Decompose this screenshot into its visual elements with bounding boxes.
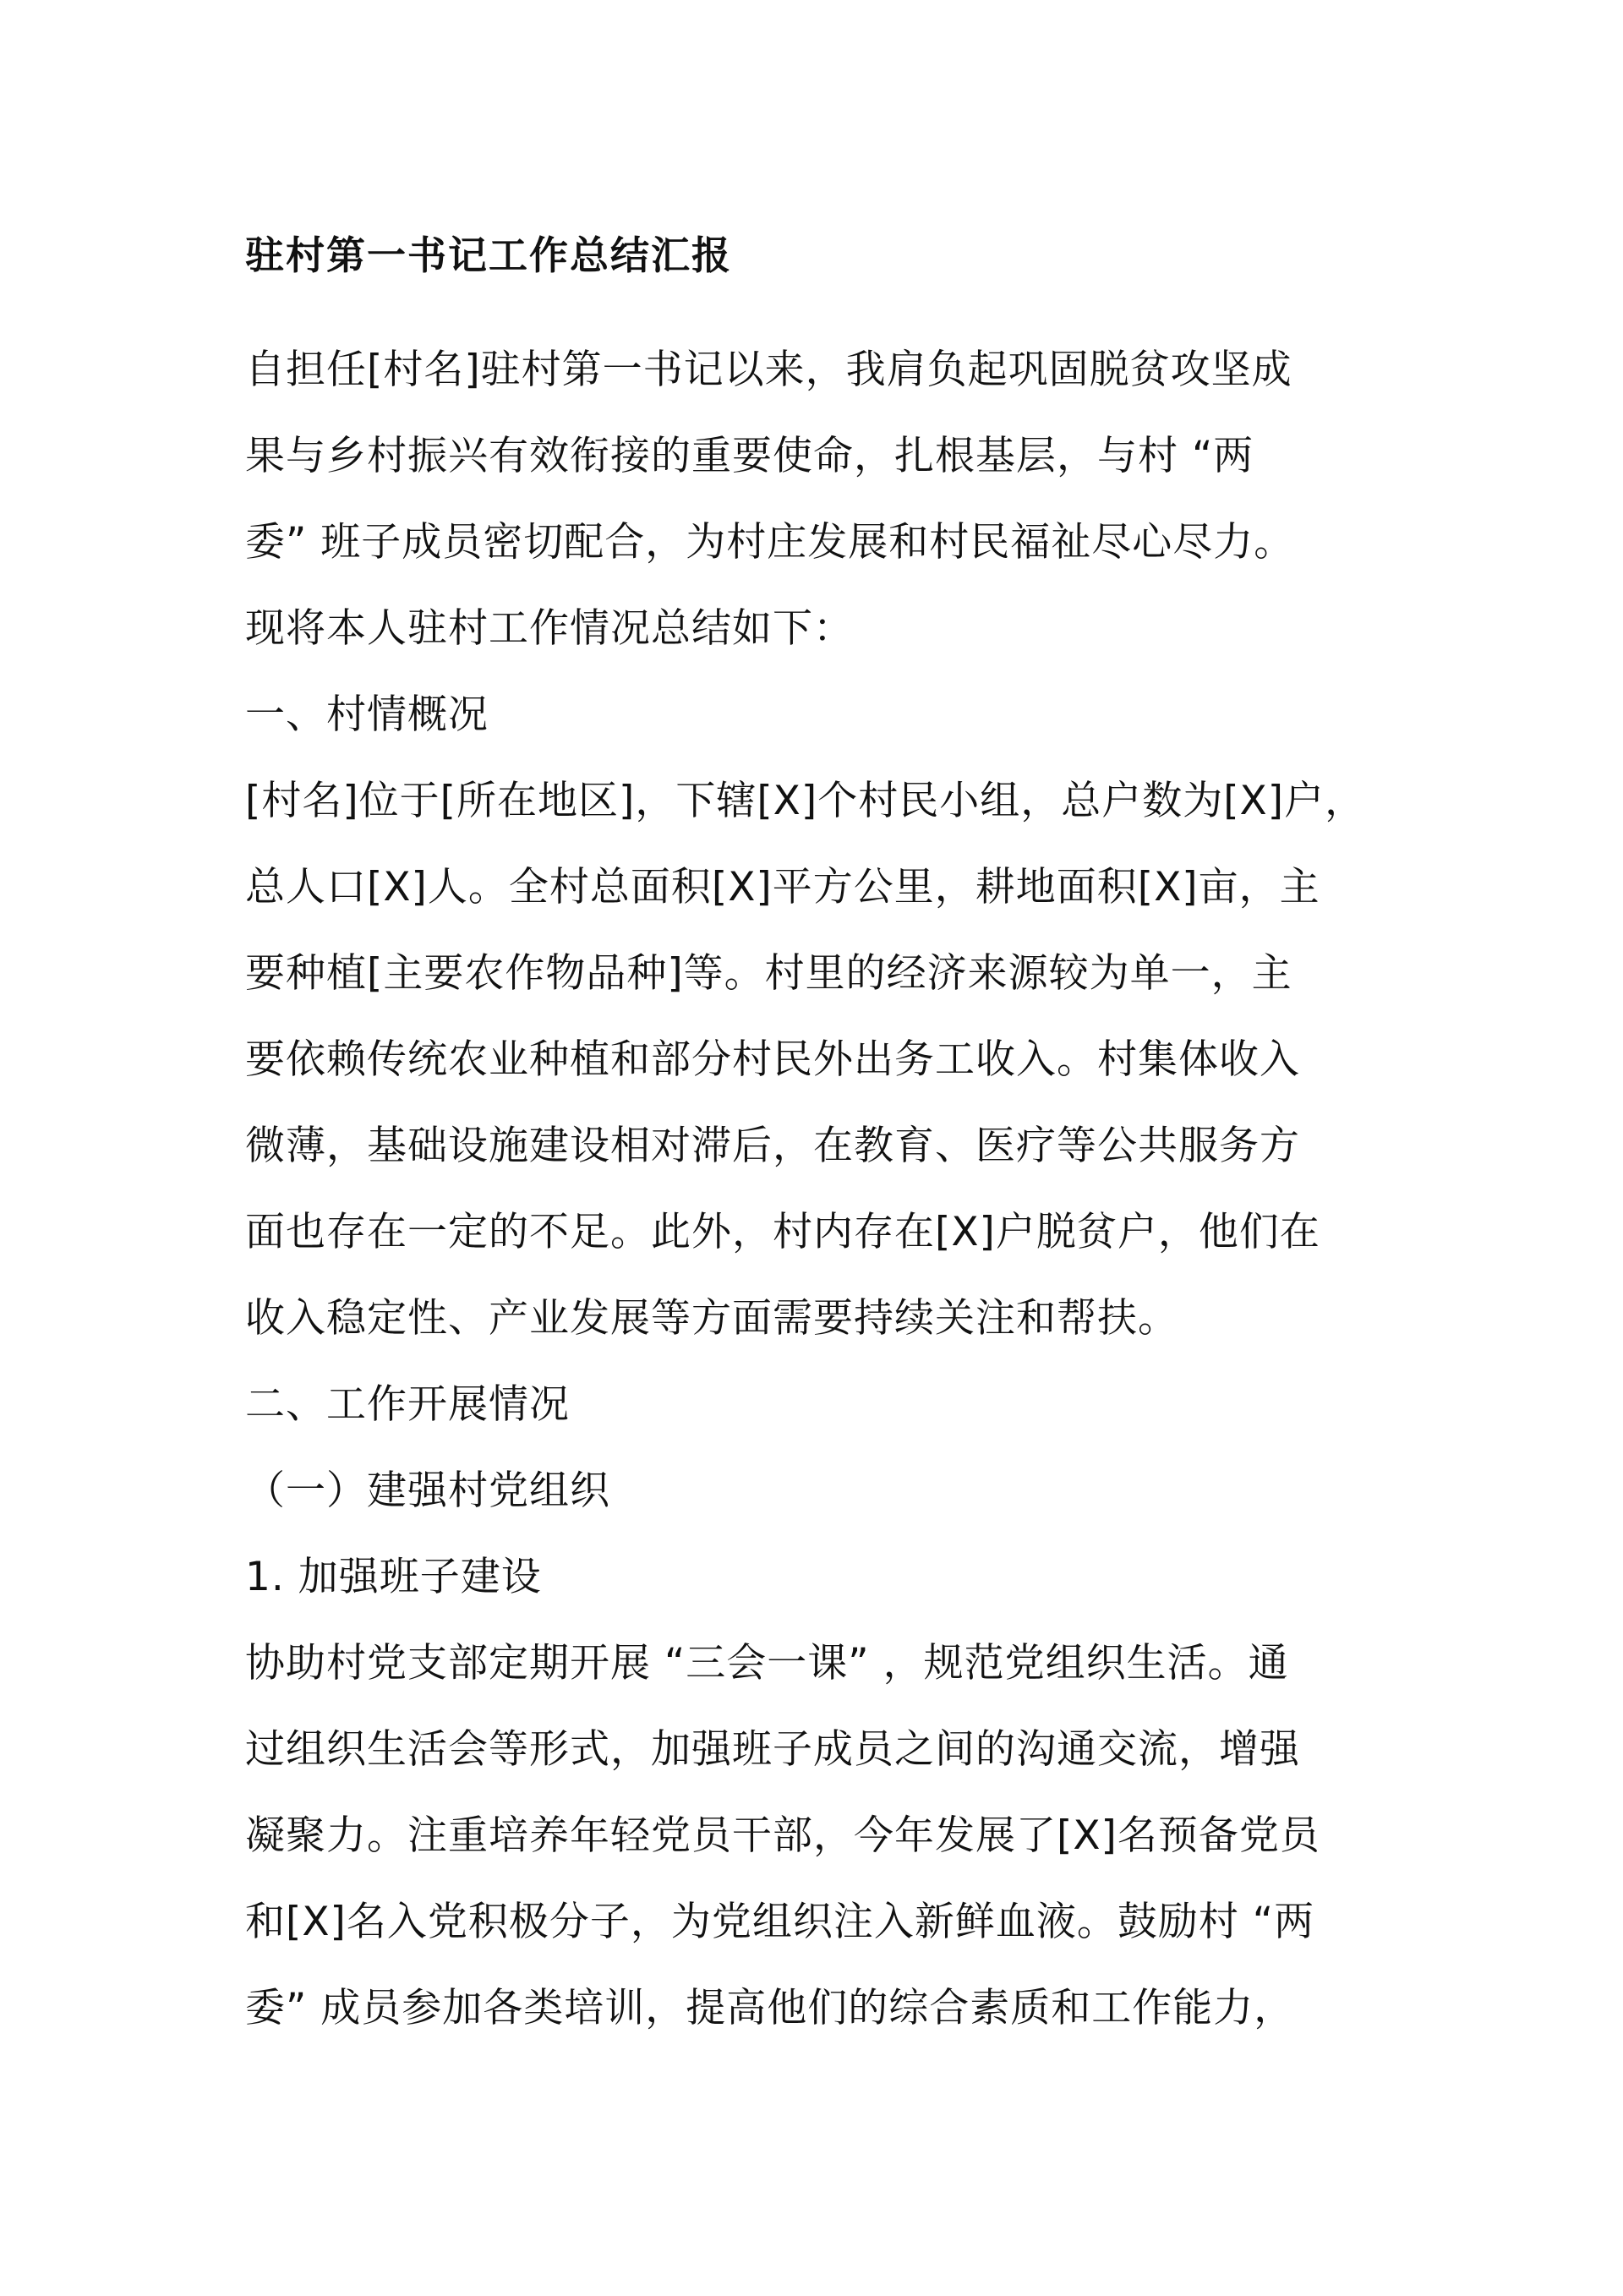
body-line-1: 自担任[村名]驻村第一书记以来，我肩负起巩固脱贫攻坚成 [245,347,1292,393]
body-line-10: 微薄，基础设施建设相对滞后，在教育、医疗等公共服务方 [245,1123,1300,1169]
body-line-19: 和[X]名入党积极分子，为党组织注入新鲜血液。鼓励村 “两 [245,1899,1315,1945]
body-line-12: 收入稳定性、产业发展等方面需要持续关注和帮扶。 [245,1295,1178,1342]
item-heading: 1. 加强班子建设 [245,1554,542,1600]
body-line-11: 面也存在一定的不足。此外，村内存在[X]户脱贫户，他们在 [245,1209,1320,1255]
document-title: 驻村第一书记工作总结汇报 [245,232,732,278]
body-line-9: 要依赖传统农业种植和部分村民外出务工收入。村集体收入 [245,1036,1300,1083]
body-line-4: 现将本人驻村工作情况总结如下： [245,605,854,652]
body-line-18: 凝聚力。注重培养年轻党员干部，今年发展了[X]名预备党员 [245,1812,1320,1859]
body-line-2: 果与乡村振兴有效衔接的重要使命，扎根基层，与村 “两 [245,433,1254,479]
body-line-20: 委” 成员参加各类培训，提高他们的综合素质和工作能力， [245,1985,1295,2031]
body-line-8: 要种植[主要农作物品种]等。村里的经济来源较为单一，主 [245,950,1292,997]
body-line-16: 协助村党支部定期开展 “三会一课” ，规范党组织生活。通 [245,1640,1289,1686]
section-heading-2: 二、工作开展情况 [245,1381,570,1428]
subsection-heading: （一）建强村党组织 [245,1468,610,1514]
section-heading-1: 一、村情概况 [245,692,489,738]
body-line-3: 委” 班子成员密切配合，为村庄发展和村民福祉尽心尽力。 [245,519,1295,566]
body-line-17: 过组织生活会等形式，加强班子成员之间的沟通交流，增强 [245,1726,1300,1773]
body-line-7: 总人口[X]人。全村总面积[X]平方公里，耕地面积[X]亩，主 [245,864,1320,910]
body-line-6: [村名]位于[所在地区]，下辖[X]个村民小组，总户数为[X]户， [245,778,1366,824]
